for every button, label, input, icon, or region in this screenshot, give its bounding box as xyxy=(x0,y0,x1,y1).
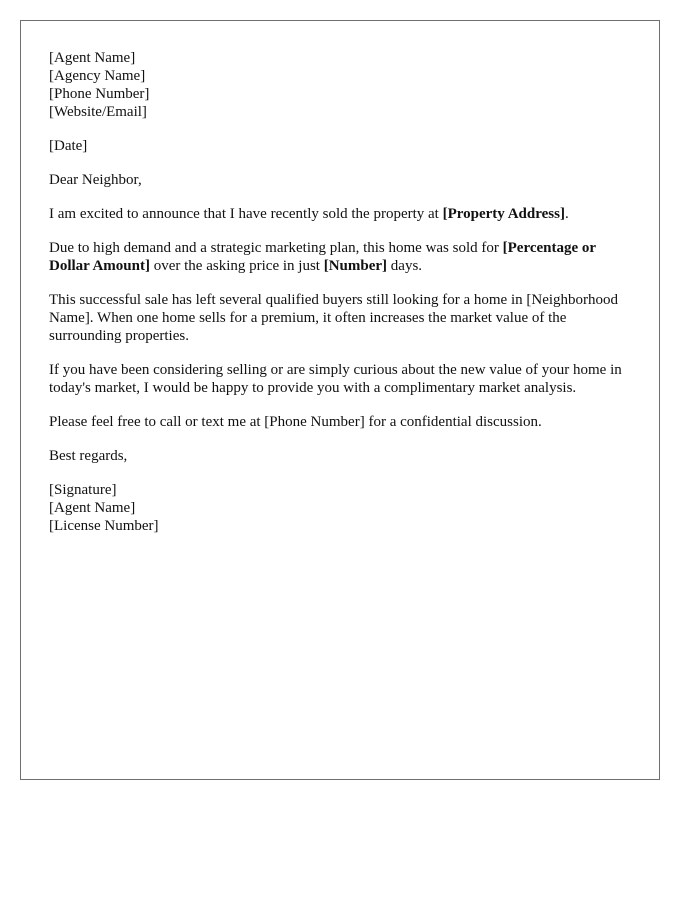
property-address-placeholder: [Property Address] xyxy=(442,206,565,222)
sender-phone-number: [Phone Number] xyxy=(49,86,150,102)
paragraph-2 xyxy=(49,239,639,275)
paragraph-3: This successful sale has left several qualified buyers still looking for a home in [Neighborhood Name]. When one home sells for a premium, it often increases the market value of the surrounding properties. xyxy=(49,292,619,344)
salutation: Dear Neighbor, xyxy=(49,172,142,188)
paragraph-5: Please feel free to call or text me at [Phone Number] for a confidential discussion. xyxy=(49,414,542,430)
sender-agent-name: [Agent Name] xyxy=(49,50,136,66)
signature-placeholder: [Signature] xyxy=(49,482,117,498)
signature-agent-name: [Agent Name] xyxy=(49,500,136,516)
amount-placeholder: [Percentage or Dollar Amount] xyxy=(49,240,596,274)
paragraph-2-part2: over the asking price in just xyxy=(149,258,324,274)
closing: Best regards, xyxy=(49,448,128,464)
letter-frame xyxy=(20,20,660,780)
letter-content xyxy=(49,49,639,535)
paragraph-1-prefix: I am excited to announce that I have recently sold the property at xyxy=(49,206,443,222)
paragraph-1-suffix: . xyxy=(564,206,569,222)
license-number: [License Number] xyxy=(49,518,159,534)
paragraph-2-part3: days. xyxy=(387,258,423,274)
paragraph-1 xyxy=(49,205,639,223)
paragraph-4: If you have been considering selling or are simply curious about the new value of your home in today's market, I would be happy to provide you with a complimentary market analysis. xyxy=(49,362,622,396)
signature-block xyxy=(49,481,639,535)
sender-website-email: [Website/Email] xyxy=(49,104,147,120)
paragraph-2-part1: Due to high demand and a strategic marketing plan, this home was sold for xyxy=(49,240,503,256)
letter-date: [Date] xyxy=(49,138,88,154)
sender-block xyxy=(49,49,639,121)
days-number-placeholder: [Number] xyxy=(323,258,388,274)
sender-agency-name: [Agency Name] xyxy=(49,68,146,84)
